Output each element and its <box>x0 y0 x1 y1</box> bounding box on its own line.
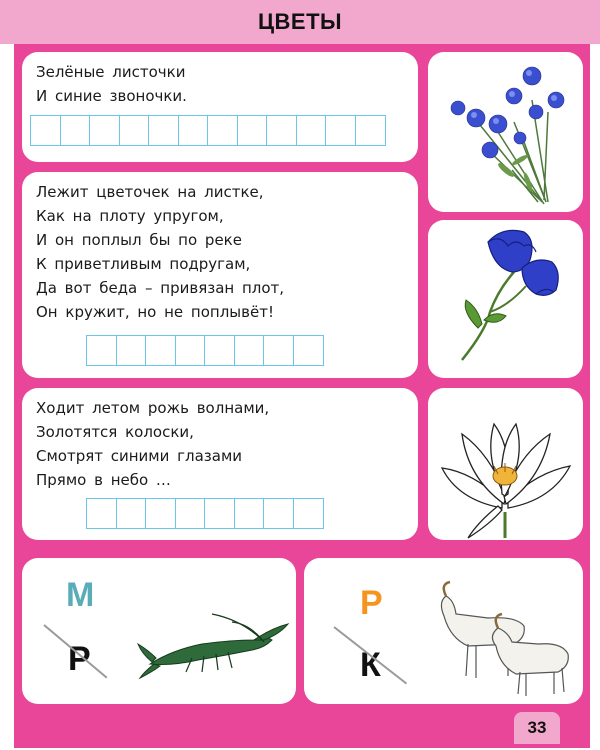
answer-box[interactable] <box>207 115 238 146</box>
answer-box[interactable] <box>325 115 356 146</box>
riddle-line: Зелёные листочки <box>36 63 186 81</box>
answer-box[interactable] <box>145 335 176 366</box>
answer-box[interactable] <box>263 498 294 529</box>
cornflower-card <box>428 52 583 212</box>
riddle-card-2 <box>22 172 418 378</box>
riddle-text-1 <box>36 60 187 108</box>
answer-box[interactable] <box>234 498 265 529</box>
riddle-text-2 <box>36 180 284 324</box>
answer-box[interactable] <box>30 115 61 146</box>
new-letter: М <box>66 576 95 614</box>
letter-puzzle-card-2 <box>304 558 583 704</box>
answer-box[interactable] <box>175 335 206 366</box>
riddle-line: Золотятся колоски, <box>36 423 194 441</box>
old-letter: К <box>360 646 381 684</box>
answer-box[interactable] <box>237 115 268 146</box>
answer-box[interactable] <box>145 498 176 529</box>
answer-box[interactable] <box>116 335 147 366</box>
riddle-line: И он поплыл бы по реке <box>36 231 242 249</box>
answer-box[interactable] <box>116 498 147 529</box>
old-letter: Р <box>68 640 91 678</box>
answer-box[interactable] <box>119 115 150 146</box>
water-lily-card <box>428 388 583 540</box>
answer-box[interactable] <box>178 115 209 146</box>
new-letter: Р <box>360 584 383 622</box>
goats-image <box>428 580 578 698</box>
answer-box[interactable] <box>234 335 265 366</box>
answer-boxes-1 <box>30 115 384 146</box>
page-number: 33 <box>514 712 560 744</box>
riddle-line: Как на плоту упругом, <box>36 207 224 225</box>
answer-box[interactable] <box>263 335 294 366</box>
riddle-line: К приветливым подругам, <box>36 255 251 273</box>
riddle-text-3 <box>36 396 269 492</box>
answer-box[interactable] <box>355 115 386 146</box>
page-title: ЦВЕТЫ <box>257 9 343 34</box>
riddle-card-3 <box>22 388 418 540</box>
answer-box[interactable] <box>86 498 117 529</box>
letter-puzzle-card-1 <box>22 558 296 704</box>
answer-box[interactable] <box>293 335 324 366</box>
riddle-card-1 <box>22 52 418 162</box>
riddle-line: Да вот беда – привязан плот, <box>36 279 285 297</box>
riddle-line: Прямо в небо … <box>36 471 171 489</box>
cornflower-bouquet-image <box>428 52 583 212</box>
answer-boxes-3 <box>86 498 322 529</box>
answer-box[interactable] <box>89 115 120 146</box>
answer-box[interactable] <box>86 335 117 366</box>
answer-box[interactable] <box>293 498 324 529</box>
answer-boxes-2 <box>86 335 322 366</box>
crayfish-image <box>132 610 292 680</box>
bellflower-card <box>428 220 583 378</box>
answer-box[interactable] <box>266 115 297 146</box>
answer-box[interactable] <box>148 115 179 146</box>
answer-box[interactable] <box>175 498 206 529</box>
water-lily-image <box>428 388 583 540</box>
bellflower-image <box>428 220 583 378</box>
answer-box[interactable] <box>204 335 235 366</box>
answer-box[interactable] <box>204 498 235 529</box>
riddle-line: Лежит цветочек на листке, <box>36 183 264 201</box>
riddle-line: Он кружит, но не поплывёт! <box>36 303 274 321</box>
answer-box[interactable] <box>60 115 91 146</box>
riddle-line: Смотрят синими глазами <box>36 447 243 465</box>
answer-box[interactable] <box>296 115 327 146</box>
title-bar <box>0 0 600 44</box>
riddle-line: Ходит летом рожь волнами, <box>36 399 270 417</box>
riddle-line: И синие звоночки. <box>36 87 187 105</box>
